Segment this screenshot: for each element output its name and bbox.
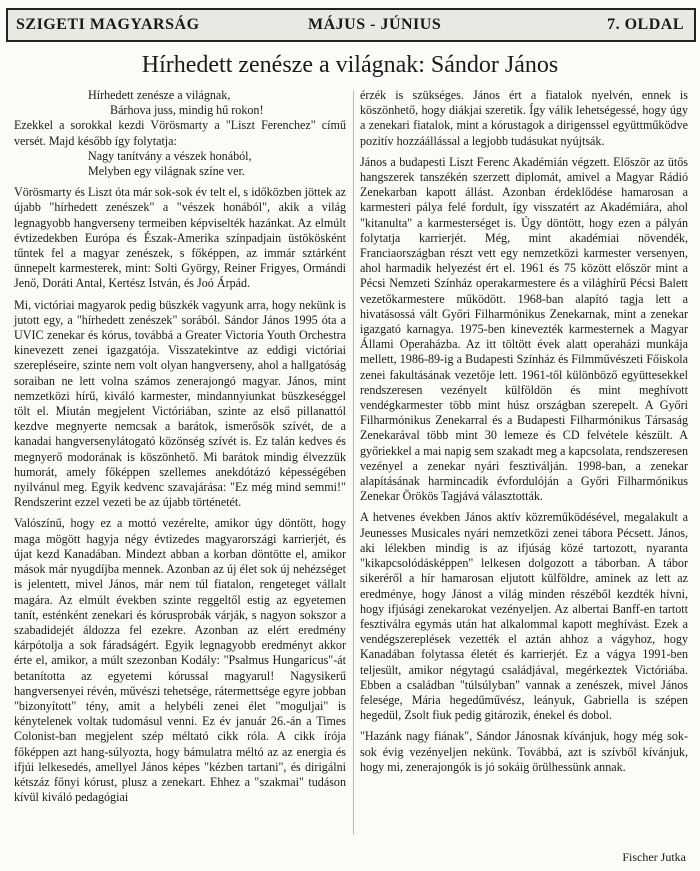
intro-paragraph: Ezekkel a sorokkal kezdi Vörösmarty a "Liszt Ferenchez" című versét. Majd később így folytatja: (14, 118, 346, 148)
paragraph: János a budapesti Liszt Ferenc Akadémián végzett. Először az ütős hangszerek tanszékén szerzett diplomát, amivel a Magyar Rádió Zenekarban kapott állást. Azonban érdeklődése hamarosan a karmesteri pálya felé fordult, így visszatért az Akadémiára, ahol "kitanulta" a karmesterséget is. Úgy döntött, hogy ezen a pályán folytatja karrierjét. Még, mint akadémiai növendék, Franciaországban részt vett egy nemzetközi karmester versenyen, ahol harmadik helyezést ért el. 1961 és 75 között először mint a Pécsi Nemzeti Színház operakarmestere és a világhírű Pécsi Balett vezetőkarmestere működött. 1968-ban alapító tagja lett a hivatásossá vált Győri Filharmónikus Zenekarnak, mint a zenekar igazgató karnagya. 1975-ben kinevezték karmesternek a Magyar Állami Operaházba. Az itt töltött évek alatt operaházi munkája mellett, 1986-89-ig a Budapesti Színház és Filmművészeti Főiskola zenei fakultásának vezetője lett. 1961-től különböző együttesekkel rendszeresen vezényelt külföldön és mint meghívott vendégkarmester több mint húsz országban szerepelt. A Győri Filharmónikus Zenekarral és a Budapesti Filharmónikus Társaság Zenekarával több mint 30 lemeze és CD felvétele készült. A győriekkel a mai napig sem szakadt meg a kapcsolata, rendszeresen vezényel a zenekar nyári fesztiválján. 1998-ban, a zenekar alapításának harmincadik évfordulóján a Győri Filharmónikus Zenekar Örökös Tagjává választották. (360, 154, 688, 504)
verse-line: Nagy tanítvány a vészek honából, (88, 148, 252, 163)
verse-line: Melyben egy világnak színe ver. (88, 164, 245, 179)
paragraph: "Hazánk nagy fiának", Sándor Jánosnak kívánjuk, hogy még sok-sok évig vezényeljen nekünk. Továbbá, azt is szívből kívánjuk, hogy mi, zenerajongók is jó sokáig örülhessünk annak. (360, 729, 688, 774)
column-divider (353, 90, 354, 835)
verse-line: Bárhova juss, mindig hű rokon! (110, 103, 264, 118)
left-column (14, 88, 346, 811)
author-signature: Fischer Jutka (622, 850, 686, 864)
article-title: Hírhedett zenésze a világnak: Sándor János (141, 52, 559, 78)
paragraph: Mi, victóriai magyarok pedig büszkék vagyunk arra, hogy nekünk is jutott egy, a "hírhedett zenészek" sorából. Sándor János 1995 óta a UVIC zenekar és kórus, továbbá a Greater Victoria Youth Orchestra kinevezett zenei igazgatója. Visszatekintve az eddigi victóriai szerepléseire, szinte nem volt olyan hangverseny, ahol a hallgatóság soraiban ne lett volna számos zenerajongó magyar. János, mint nemzetközi hírű, kiváló karmester, mindannyiunkat büszkeséggel tölt el. Miután megjelent Victóriában, szinte az első pillanattól kezdve megnyerte nemcsak a barátok, ismerősök szívét, de a kanadai hangversenylátogató közönség szívét is. Ez talán kedves és megnyerő modorának is köszönhető. Mi barátok mindig élvezzük humorát, amely főképpen szellemes anekdótázó képességében nyilvánul meg. Egyik kedvenc szavajárása: "Ez még mind semmi!" Rendszerint ezzel vezeti be az újabb történetét. (14, 297, 346, 510)
right-column (360, 88, 688, 781)
paragraph: érzék is szükséges. János ért a fiatalok nyelvén, ennek is köszönhető, hogy diákjai szeretik. Így válik lehetségessé, hogy úgy a zenekari fiatalok, mint a kórustagok a dirigenssel együttműködve pozitív hozzáállással a legjobb tudásukat nyújtsák. (360, 88, 688, 148)
masthead (6, 8, 696, 42)
issue-date: MÁJUS - JÚNIUS (308, 16, 442, 33)
page-number: 7. OLDAL (607, 16, 684, 33)
paragraph: A hetvenes években János aktív közreműködésével, megalakult a Jeunesses Musicales nyári nemzetközi zenei tábora Pécsett. János, aki lélekben mindig is az ifjúság közé tartozott, nyaranta "kikapcsolódásképpen" lelkesen dolgozott a táborban. A tábor sikeréről a hír hamarosan eljutott külföldre, aminek az lett az eredménye, hogy Jánost a világ minden részéből kezdték hívni, hogy ifjúsági zenekarokat vezényeljen. Az albertai Banff-en tartott fesztiválra egymás után hat alkalommal kapott meghívást. Ezek a vendégszereplések vezették el aztán ahhoz a vágyhoz, hogy Kanadában folytassa életét és karrierjét. Ez a vágya 1991-ben teljesült, amikor négytagú családjával, megérkeztek Victóriába. Ebben a családban "túlsúlyban" vannak a zenészek, mivel János felesége, Mária hegedűművész, leányuk, Gabriella is szépen hegedül, Zsolt fiuk pedig gitározik, énekel és dobol. (360, 510, 688, 723)
paragraph: Vörösmarty és Liszt óta már sok-sok év telt el, s időközben jöttek az újabb "hírhedett zenészek" a "vészek honából", akik a világ legnagyobb hangverseny termeiben képviselték hazánkat. Az elmúlt évtizedekben Európa és Észak-Amerika színpadjain üstökösként tűntek fel a magyar zenészek, s főképpen, az immár sztárként ünnepelt karmesterek, mint: Solti György, Reiner Frigyes, Ormándi Jenő, Doráti Antal, Kertész István, és Joó Árpád. (14, 185, 346, 291)
paragraph: Valószínű, hogy ez a mottó vezérelte, amikor úgy döntött, hogy maga mögött hagyja négy évtizedes magyarországi karrierjét, és újat kezd Kanadában. Mindezt abban a korban döntötte el, amikor mások már nyugdíjba mennek. Azonban az új élet sok új nehézséget is jelentett, mivel János, már nem túl fiatalon, rengeteget vállalt magára. Az elmúlt években szinte reggeltől estig az egyetemen tanít, esténként zenekari és kórusprobák várják, s nagyon sokszor a szabadidejét áldozza fel ezekre. Azonban az elért eredmény kárpótolja a sok fáradságért. Egyik legnagyobb eredményt akkor érte el, amikor, a múlt szezonban Kodály: "Psalmus Hungaricus"-át betanította az egyetemi kórussal magyarul! Nagysikerű hangversenyei révén, művészi tehetsége, rátermettsége egyre jobban "bizonyított" tény, amit a helybéli zenei élet "moguljai" is kénytelenek voltak tudomásul venni. Ez év január 26.-án a Times Colonist-ban megjelent szép méltató cikk róla. A cikk írója főképpen azt hang-súlyozta, hogy bámulatra méltó az az energia és ifjúi lelkesedés, amellyel János képes "kézben tartani", és dirigálni kétszáz főnyi kórust, plusz a zenekart. Ehhez a "szakmai" tudáson kívül kiváló pedagógiai (14, 516, 346, 805)
verse-line: Hírhedett zenésze a világnak, (88, 88, 231, 102)
publication-name: SZIGETI MAGYARSÁG (16, 16, 200, 33)
